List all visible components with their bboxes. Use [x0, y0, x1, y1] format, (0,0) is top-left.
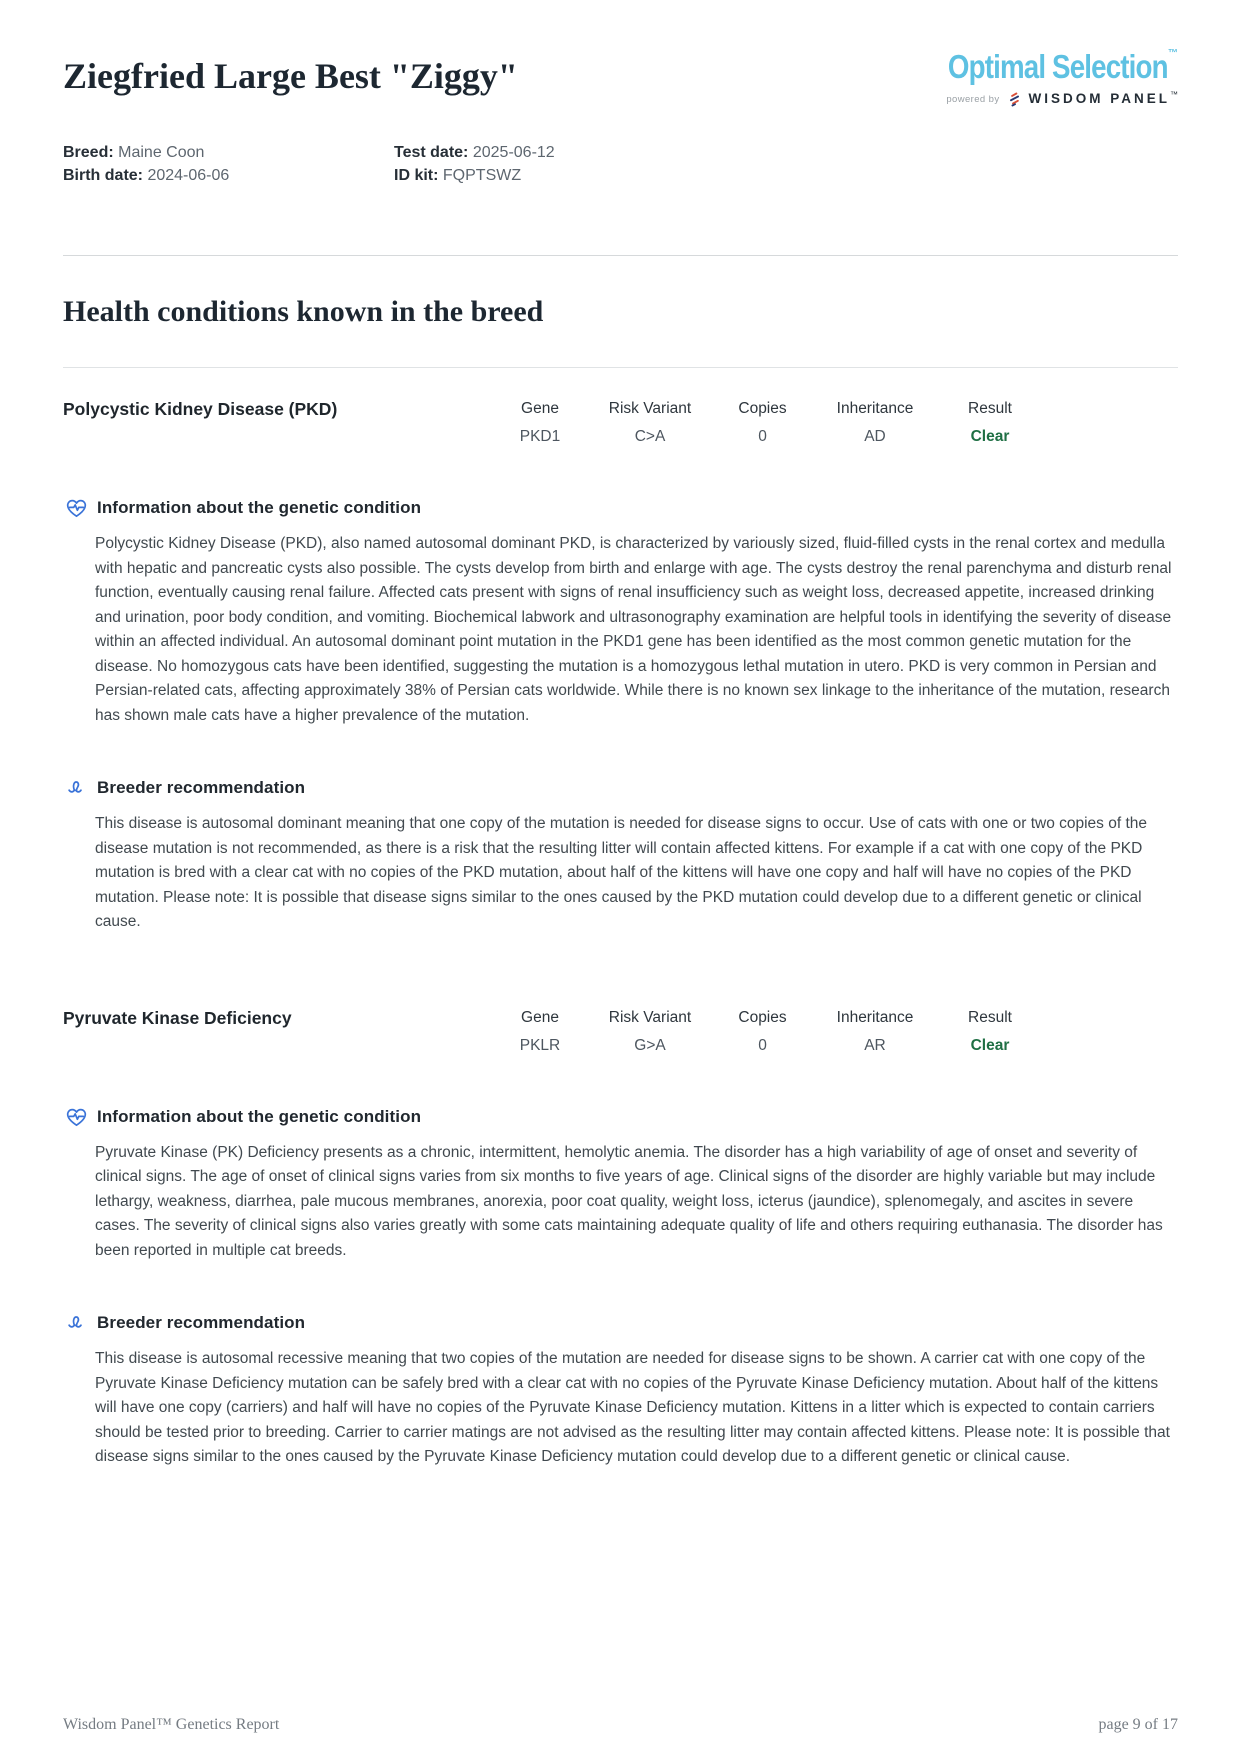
genetic-info-subsection: [63, 1104, 1178, 1264]
optimal-selection-logo: Optimal Selection: [948, 48, 1168, 85]
genetic-info-subsection: [63, 495, 1178, 728]
gene-column: [495, 1007, 585, 1057]
copies-column: [715, 398, 810, 448]
brand-trademark: ™: [1168, 48, 1178, 59]
risk-variant-value: C>A: [634, 428, 666, 445]
genetic-info-heading: Information about the genetic condition: [97, 1106, 422, 1126]
id-kit-value: FQPTSWZ: [442, 167, 522, 184]
gene-column: [495, 398, 585, 448]
pet-meta-right: [394, 141, 555, 187]
genetic-info-text: Pyruvate Kinase (PK) Deficiency presents as a chronic, intermittent, hemolytic anemia. The disorder has a high variability of age of onset and severity of clinical signs. The age of onset of clinical signs varies from six months to five years of age. Clinical signs of the disorder are highly variable but may include lethargy, weakness, diarrhea, pale mucous membranes, anorexia, poor coat quality, weight loss, icterus (jaundice), splenomegaly, and ascites in severe cases. The severity of clinical signs also varies greatly with some cats maintaining adequate quality of life and others requiring euthanasia. The disorder has been reported in multiple cat breeds.: [95, 1143, 1163, 1259]
header-divider: [63, 255, 1178, 256]
condition-block-pk-deficiency: [63, 1007, 1178, 1470]
breeder-heading-row: [63, 1310, 1178, 1336]
genetic-info-text: Polycystic Kidney Disease (PKD), also named autosomal dominant PKD, is characterized by variously sized, fluid-filled cysts in the renal cortex and medulla with hepatic and pancreatic cysts also possible. The cysts develop from birth and enlarge with age. The cysts destroy the renal parenchyma and disturb renal function, eventually causing renal failure. Affected cats present with signs of renal insufficiency such as weight loss, decreased appetite, increased drinking and urination, poor body condition, and vomiting. Biochemical labwork and ultrasonography examination are helpful tools in identifying the severity of disease within an affected individual. An autosomal dominant point mutation in the PKD1 gene has been identified as the most common genetic mutation for the disease. No homozygous cats have been identified, suggesting the mutation is a homozygous lethal mutation in utero. PKD is very common in Persian and Persian-related cats, affecting approximately 38% of Persian cats worldwide. While there is no known sex linkage to the inheritance of the mutation, research has shown male cats have a higher prevalence of the mutation.: [95, 535, 1172, 724]
risk-variant-column: [585, 1007, 715, 1057]
result-value-clear: Clear: [970, 428, 1010, 445]
inheritance-column: [810, 398, 940, 448]
pet-meta: [63, 141, 1178, 187]
section-title: Health conditions known in the breed: [63, 295, 544, 328]
breed-row: [63, 141, 394, 164]
brand-name-line: [906, 48, 1178, 86]
copies-header: Copies: [738, 1008, 787, 1026]
risk-variant-header: Risk Variant: [608, 400, 692, 417]
partner-trademark: ™: [1170, 90, 1178, 99]
page-footer: [0, 1716, 1242, 1734]
powered-by-line: [906, 90, 1178, 108]
breeder-recommendation-subsection: [63, 775, 1178, 935]
wisdom-panel-wordmark: [1029, 90, 1179, 108]
birth-date-value: 2024-06-06: [147, 167, 230, 184]
dna-helix-icon: [1007, 92, 1022, 107]
result-header: Result: [968, 400, 1012, 417]
risk-variant-header: Risk Variant: [608, 1008, 692, 1026]
breed-label: Breed:: [63, 144, 114, 161]
inheritance-header: Inheritance: [836, 400, 914, 417]
copies-column: [715, 1007, 810, 1057]
copies-value: 0: [758, 428, 767, 445]
inheritance-value: AR: [864, 1036, 886, 1054]
risk-variant-value: G>A: [634, 1036, 666, 1054]
test-date-value: 2025-06-12: [472, 144, 555, 161]
page-title: Ziegfried Large Best "Ziggy": [63, 56, 518, 96]
genetic-info-heading-row: [63, 1104, 1178, 1130]
partner-name: WISDOM PANEL: [1028, 91, 1170, 106]
birth-date-label: Birth date:: [63, 167, 143, 184]
condition-name: Pyruvate Kinase Deficiency: [63, 1007, 292, 1028]
copies-value: 0: [758, 1036, 767, 1054]
inheritance-column: [810, 1007, 940, 1057]
condition-result-row: [63, 1007, 1178, 1057]
result-header: Result: [968, 1008, 1012, 1026]
gene-header: Gene: [521, 1008, 559, 1026]
birth-date-row: [63, 164, 394, 187]
condition-name: Polycystic Kidney Disease (PKD): [63, 399, 338, 419]
genetic-info-heading: Information about the genetic condition: [97, 498, 422, 517]
breeder-text: This disease is autosomal recessive meaning that two copies of the mutation are needed for disease signs to be shown. A carrier cat with one copy of the Pyruvate Kinase Deficiency mutation can be safely bred with a clear cat with no copies of the Pyruvate Kinase Deficiency mutation. About half of the kittens will have one copy (carriers) and half will have no copies of the Pyruvate Kinase Deficiency mutation. Kittens in a litter which is expected to contain carriers should be tested prior to breeding. Carrier to carrier matings are not advised as the resulting litter may contain affected kittens. Please note: It is possible that disease signs similar to the ones caused by the Pyruvate Kinase Deficiency mutation could develop due to a different genetic or clinical cause.: [95, 1350, 1170, 1465]
result-value-clear: Clear: [970, 1036, 1010, 1054]
footer-report-name: Wisdom Panel™ Genetics Report: [63, 1716, 280, 1733]
test-date-label: Test date:: [394, 144, 469, 161]
breeder-heading: Breeder recommendation: [97, 1313, 306, 1332]
heart-pulse-icon: [63, 1104, 89, 1130]
footer-page-number: page 9 of 17: [1098, 1716, 1178, 1733]
id-kit-label: ID kit:: [394, 167, 439, 184]
breeder-heading: Breeder recommendation: [97, 778, 306, 797]
result-column: [940, 398, 1040, 448]
breeder-text: This disease is autosomal dominant meaning that one copy of the mutation is needed for disease signs to occur. Use of cats with one or two copies of the disease mutation is not recommended, as there is a risk that the resulting litter will contain affected kittens. For example if a cat with one copy of the PKD mutation is bred with a clear cat with no copies of the PKD mutation, about half of the kittens will have one copy and half will have no copies of the PKD mutation. Please note: It is possible that disease signs similar to the ones caused by the PKD mutation could develop due to a different genetic or clinical cause.: [95, 815, 1148, 930]
report-header: [63, 48, 1178, 108]
result-column: [940, 1007, 1040, 1057]
breed-value: Maine Coon: [118, 144, 205, 161]
inheritance-header: Inheritance: [836, 1008, 914, 1026]
section-divider: [63, 367, 1178, 368]
gene-value: PKLR: [519, 1036, 561, 1054]
powered-by-label: powered by: [946, 93, 1000, 105]
inheritance-value: AD: [864, 428, 886, 445]
genetic-info-heading-row: [63, 495, 1178, 521]
id-kit-row: [394, 164, 555, 187]
copies-header: Copies: [738, 400, 787, 417]
gene-header: Gene: [521, 400, 559, 417]
breeder-recommendation-subsection: [63, 1310, 1178, 1470]
brand-logo: [906, 48, 1178, 108]
gene-value: PKD1: [519, 428, 561, 445]
ribbon-icon: [63, 775, 89, 801]
ribbon-icon: [63, 1310, 89, 1336]
condition-result-row: [63, 398, 1178, 448]
heart-pulse-icon: [63, 495, 89, 521]
condition-block-pkd: [63, 398, 1178, 935]
risk-variant-column: [585, 398, 715, 448]
breeder-heading-row: [63, 775, 1178, 801]
test-date-row: [394, 141, 555, 164]
pet-meta-left: [63, 141, 394, 187]
